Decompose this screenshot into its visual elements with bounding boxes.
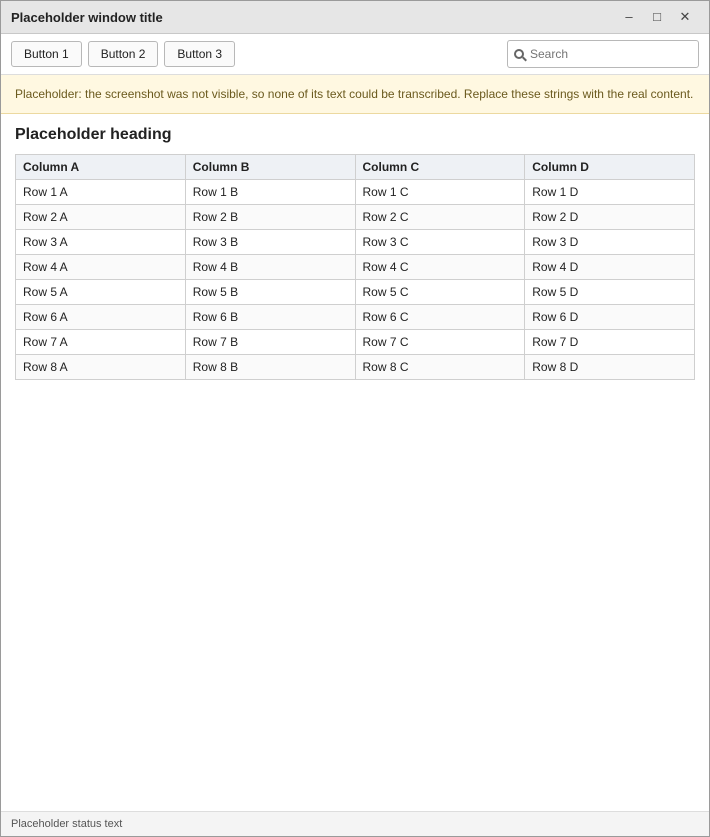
toolbar <box>1 34 709 75</box>
maximize-icon[interactable]: □ <box>653 9 661 24</box>
table-cell: Row 4 D <box>525 255 695 280</box>
table-cell: Row 1 B <box>185 180 355 205</box>
column-header[interactable]: Column C <box>355 155 525 180</box>
table-row[interactable] <box>16 205 695 230</box>
table-cell: Row 3 C <box>355 230 525 255</box>
table-cell: Row 4 B <box>185 255 355 280</box>
table-row[interactable] <box>16 255 695 280</box>
table-row[interactable] <box>16 330 695 355</box>
title-bar <box>1 1 709 34</box>
table-cell: Row 4 A <box>16 255 186 280</box>
toolbar-button-1[interactable]: Button 1 <box>11 41 82 67</box>
column-header[interactable]: Column B <box>185 155 355 180</box>
table-cell: Row 6 C <box>355 305 525 330</box>
table-body <box>16 180 695 380</box>
table-cell: Row 7 B <box>185 330 355 355</box>
window-title: Placeholder window title <box>11 9 163 25</box>
close-icon[interactable]: ✕ <box>679 9 691 24</box>
table-cell: Row 8 A <box>16 355 186 380</box>
search-box <box>507 40 699 68</box>
table-cell: Row 6 A <box>16 305 186 330</box>
table-cell: Row 8 D <box>525 355 695 380</box>
status-text: Placeholder status text <box>11 818 123 830</box>
table-row[interactable] <box>16 180 695 205</box>
table-cell: Row 6 D <box>525 305 695 330</box>
page-title: Placeholder heading <box>15 126 172 143</box>
table-cell: Row 5 A <box>16 280 186 305</box>
toolbar-button-2[interactable]: Button 2 <box>88 41 159 67</box>
status-bar <box>1 811 709 836</box>
column-header[interactable]: Column D <box>525 155 695 180</box>
table-row[interactable] <box>16 230 695 255</box>
table-cell: Row 1 C <box>355 180 525 205</box>
table-cell: Row 5 C <box>355 280 525 305</box>
table-row[interactable] <box>16 305 695 330</box>
table-cell: Row 5 B <box>185 280 355 305</box>
table-cell: Row 2 A <box>16 205 186 230</box>
table-cell: Row 4 C <box>355 255 525 280</box>
search-input[interactable] <box>528 46 692 62</box>
table-cell: Row 2 B <box>185 205 355 230</box>
table-cell: Row 5 D <box>525 280 695 305</box>
table-row[interactable] <box>16 280 695 305</box>
table-cell: Row 3 B <box>185 230 355 255</box>
table-cell: Row 7 D <box>525 330 695 355</box>
table-cell: Row 1 D <box>525 180 695 205</box>
table-cell: Row 3 A <box>16 230 186 255</box>
table-cell: Row 2 D <box>525 205 695 230</box>
minimize-icon[interactable]: – <box>625 9 633 24</box>
main-content <box>1 114 709 811</box>
table-cell: Row 3 D <box>525 230 695 255</box>
table-header-row <box>16 155 695 180</box>
placeholder-notice: Placeholder: the screenshot was not visible, so none of its text could be transcribed. Replace these strings with the real content. <box>1 75 709 114</box>
table-cell: Row 7 C <box>355 330 525 355</box>
column-header[interactable]: Column A <box>16 155 186 180</box>
table-cell: Row 1 A <box>16 180 186 205</box>
table-cell: Row 8 C <box>355 355 525 380</box>
data-table <box>15 154 695 380</box>
search-icon <box>514 49 524 59</box>
table-cell: Row 6 B <box>185 305 355 330</box>
toolbar-button-3[interactable]: Button 3 <box>164 41 235 67</box>
table-cell: Row 7 A <box>16 330 186 355</box>
table-cell: Row 8 B <box>185 355 355 380</box>
table-row[interactable] <box>16 355 695 380</box>
table-cell: Row 2 C <box>355 205 525 230</box>
